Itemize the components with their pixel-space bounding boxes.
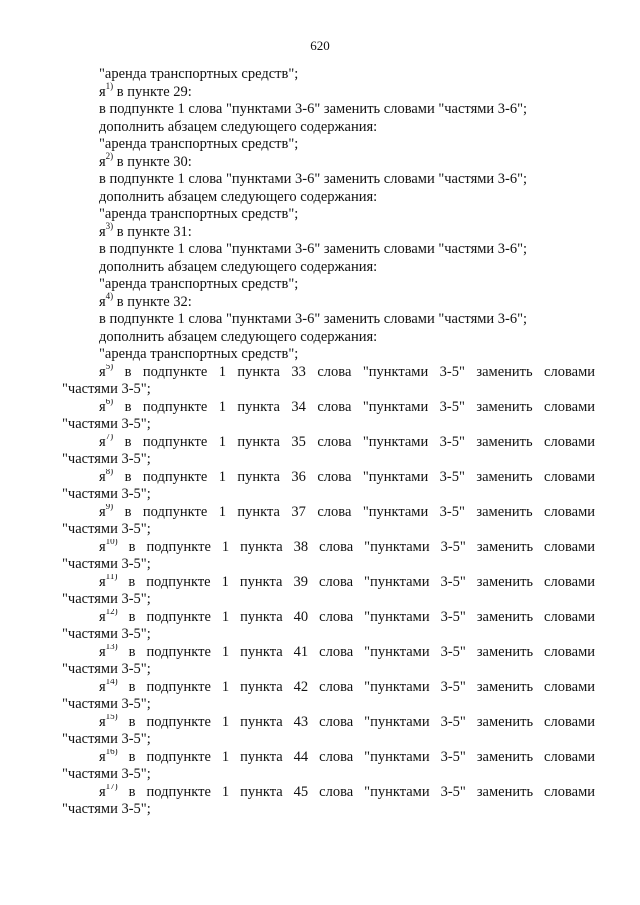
item-letter: я [99, 398, 106, 415]
amendment-continuation: "частями 3-5"; [62, 801, 151, 817]
amendment-text: в подпункте 1 пункта 41 слова "пунктами 3-5" заменить словами [128, 643, 595, 660]
item-letter: я [99, 573, 106, 590]
item-letter: я [99, 748, 106, 765]
amendment-paragraph [62, 399, 595, 434]
text-line [62, 119, 595, 137]
text-line [62, 220, 595, 242]
amendment-text: в подпункте 1 пункта 36 слова "пунктами 3-5" заменить словами [124, 468, 595, 485]
amendment-text: в подпункте 1 пункта 40 слова "пунктами 3-5" заменить словами [128, 608, 595, 625]
line-text: дополнить абзацем следующего содержания: [99, 188, 378, 205]
item-number: 6) [105, 398, 114, 406]
amendment-first-line [62, 399, 595, 417]
line-text: я [99, 83, 106, 100]
amendment-paragraph [62, 434, 595, 469]
item-letter: я [99, 503, 106, 520]
amendment-continuation: "частями 3-5"; [62, 451, 151, 467]
line-text: "аренда транспортных средств"; [99, 206, 299, 222]
item-number: 10) [105, 538, 118, 546]
item-letter: я [99, 468, 106, 485]
amendment-text: в подпункте 1 пункта 44 слова "пунктами 3-5" заменить словами [128, 748, 595, 765]
amendment-text: в подпункте 1 пункта 39 слова "пунктами 3-5" заменить словами [128, 573, 595, 590]
line-text: я [99, 153, 106, 170]
item-letter: я [99, 783, 106, 800]
amendment-paragraph [62, 539, 595, 574]
text-line [62, 80, 595, 102]
amendment-continuation: "частями 3-5"; [62, 626, 151, 642]
amendment-first-line [62, 434, 595, 452]
line-text: "аренда транспортных средств"; [99, 346, 299, 362]
item-number: 8) [105, 468, 114, 476]
text-line [62, 189, 595, 207]
item-number: 15) [105, 713, 118, 721]
text-line [62, 346, 595, 364]
item-number: 4) [105, 290, 114, 301]
line-text: дополнить абзацем следующего содержания: [99, 118, 378, 135]
amendment-first-line [62, 574, 595, 592]
amendments-block [62, 364, 595, 819]
amendment-continuation: "частями 3-5"; [62, 661, 151, 677]
text-line [62, 290, 595, 312]
item-letter: я [99, 433, 106, 450]
item-letter: я [99, 538, 106, 555]
amendment-paragraph [62, 609, 595, 644]
item-number: 11) [105, 573, 118, 581]
line-text: в подпункте 1 слова "пунктами 3-6" заменить словами "частями 3-6"; [99, 311, 528, 327]
item-letter: я [99, 713, 106, 730]
amendment-paragraph [62, 574, 595, 609]
amendment-first-line [62, 644, 595, 662]
line-text: в пункте 32: [113, 293, 192, 310]
item-number: 16) [105, 748, 118, 756]
text-line [62, 171, 595, 189]
amendment-first-line [62, 714, 595, 732]
amendment-first-line [62, 364, 595, 382]
amendment-continuation: "частями 3-5"; [62, 696, 151, 712]
amendment-first-line [62, 784, 595, 802]
item-number: 2) [105, 150, 114, 161]
amendment-paragraph [62, 504, 595, 539]
amendment-text: в подпункте 1 пункта 42 слова "пунктами 3-5" заменить словами [128, 678, 595, 695]
item-letter: я [99, 608, 106, 625]
line-text: в подпункте 1 слова "пунктами 3-6" заменить словами "частями 3-6"; [99, 101, 528, 117]
text-line [62, 241, 595, 259]
item-number: 12) [105, 608, 118, 616]
line-text: дополнить абзацем следующего содержания: [99, 258, 378, 275]
line-text: я [99, 293, 106, 310]
text-line [62, 259, 595, 277]
item-letter: я [99, 363, 106, 380]
amendment-text: в подпункте 1 пункта 45 слова "пунктами 3-5" заменить словами [128, 783, 595, 800]
amendment-first-line [62, 504, 595, 522]
amendment-continuation: "частями 3-5"; [62, 731, 151, 747]
text-line [62, 311, 595, 329]
amendment-text: в подпункте 1 пункта 33 слова "пунктами 3-5" заменить словами [124, 363, 595, 380]
line-text: "аренда транспортных средств"; [99, 66, 299, 82]
amendment-text: в подпункте 1 пункта 43 слова "пунктами 3-5" заменить словами [128, 713, 595, 730]
line-text: в подпункте 1 слова "пунктами 3-6" заменить словами "частями 3-6"; [99, 171, 528, 187]
item-number: 17) [105, 783, 118, 791]
amendment-first-line [62, 749, 595, 767]
line-text: "аренда транспортных средств"; [99, 136, 299, 152]
amendment-text: в подпункте 1 пункта 37 слова "пунктами 3-5" заменить словами [124, 503, 595, 520]
page-number: 620 [310, 38, 330, 53]
line-text: в пункте 29: [113, 83, 192, 100]
item-number: 9) [105, 503, 114, 511]
text-line [62, 101, 595, 119]
amendment-continuation: "частями 3-5"; [62, 766, 151, 782]
item-letter: я [99, 643, 106, 660]
line-text: "аренда транспортных средств"; [99, 276, 299, 292]
line-text: в пункте 31: [113, 223, 192, 240]
amendment-paragraph [62, 364, 595, 399]
amendment-first-line [62, 469, 595, 487]
amendment-continuation: "частями 3-5"; [62, 591, 151, 607]
item-number: 7) [105, 433, 114, 441]
amendment-paragraph [62, 749, 595, 784]
item-number: 13) [105, 643, 118, 651]
amendment-continuation: "частями 3-5"; [62, 521, 151, 537]
amendment-continuation: "частями 3-5"; [62, 416, 151, 432]
line-text: в подпункте 1 слова "пунктами 3-6" заменить словами "частями 3-6"; [99, 241, 528, 257]
amendment-first-line [62, 679, 595, 697]
amendment-text: в подпункте 1 пункта 35 слова "пунктами 3-5" заменить словами [124, 433, 595, 450]
text-line [62, 136, 595, 154]
item-letter: я [99, 678, 106, 695]
document-body [62, 66, 595, 819]
item-number: 3) [105, 220, 114, 231]
text-line [62, 329, 595, 347]
amendment-continuation: "частями 3-5"; [62, 486, 151, 502]
item-number: 5) [105, 363, 114, 371]
amendment-text: в подпункте 1 пункта 38 слова "пунктами 3-5" заменить словами [128, 538, 595, 555]
amendment-first-line [62, 539, 595, 557]
item-number: 1) [105, 80, 114, 91]
line-text: дополнить абзацем следующего содержания: [99, 328, 378, 345]
simple-lines-block [62, 66, 595, 364]
text-line [62, 276, 595, 294]
amendment-paragraph [62, 784, 595, 819]
line-text: в пункте 30: [113, 153, 192, 170]
amendment-paragraph [62, 644, 595, 679]
text-line [62, 150, 595, 172]
item-number: 14) [105, 678, 118, 686]
amendment-text: в подпункте 1 пункта 34 слова "пунктами 3-5" заменить словами [124, 398, 595, 415]
text-line [62, 66, 595, 84]
line-text: я [99, 223, 106, 240]
amendment-paragraph [62, 714, 595, 749]
amendment-paragraph [62, 679, 595, 714]
amendment-paragraph [62, 469, 595, 504]
amendment-first-line [62, 609, 595, 627]
amendment-continuation: "частями 3-5"; [62, 556, 151, 572]
amendment-continuation: "частями 3-5"; [62, 381, 151, 397]
text-line [62, 206, 595, 224]
